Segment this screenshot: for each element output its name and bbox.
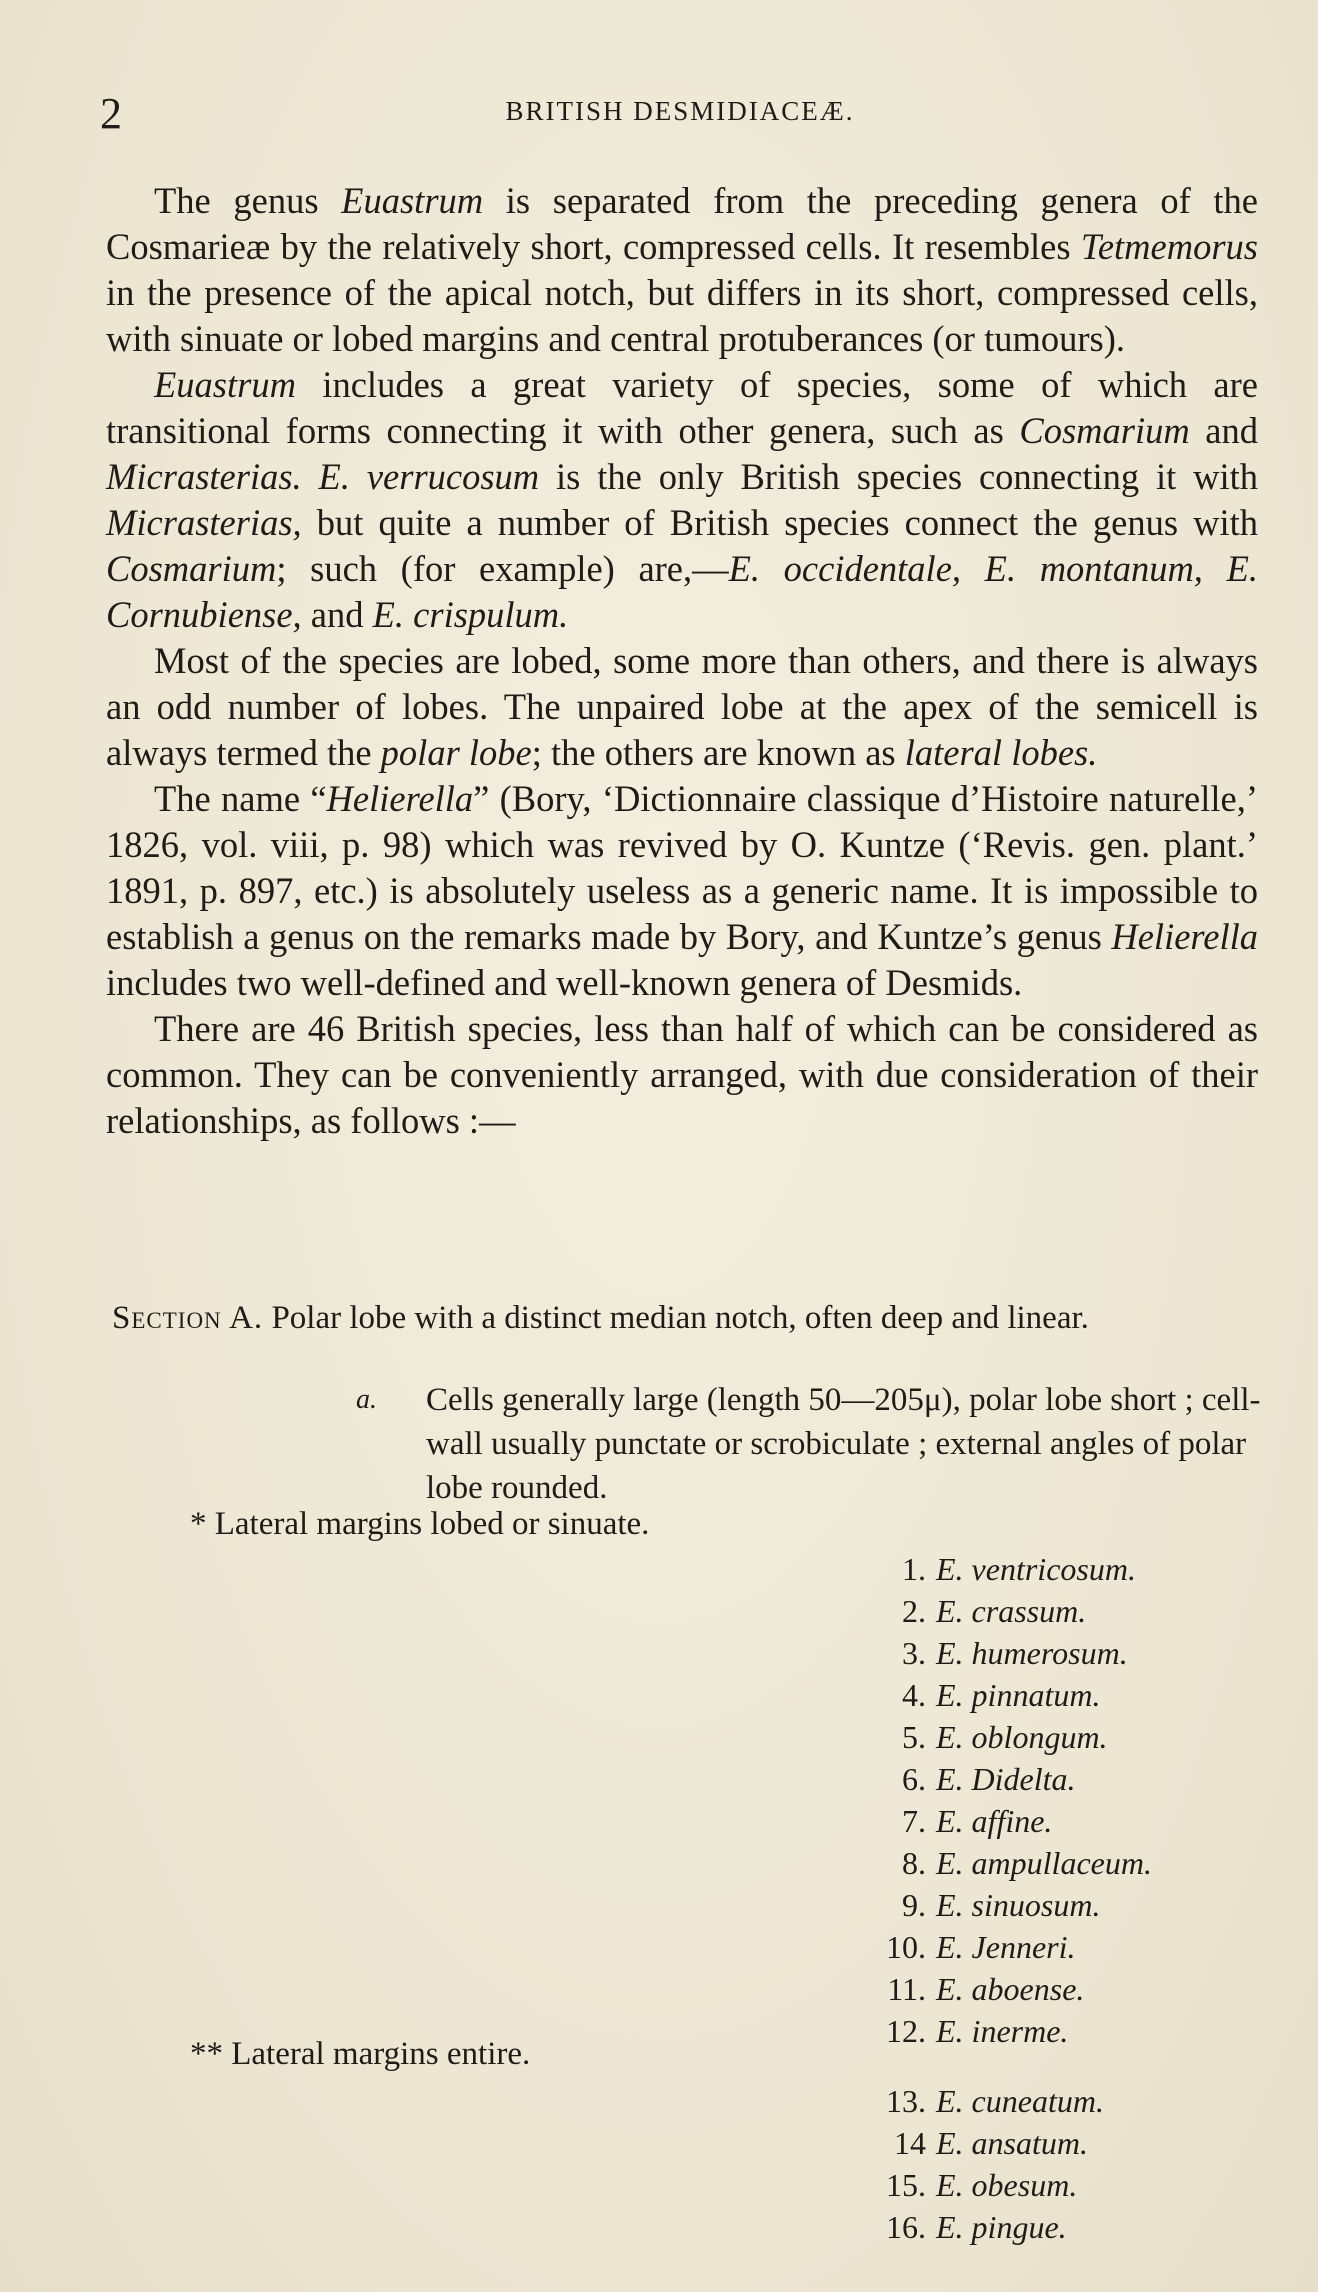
section-label: Section A. — [112, 1300, 264, 1336]
species-item — [850, 2122, 1270, 2164]
species-item — [850, 2206, 1270, 2248]
page-header — [100, 88, 1260, 138]
species-number: 16. — [886, 2209, 926, 2245]
subsection-text: Cells generally large (length 50—205μ), polar lobe short ; cell-wall usually punctate or scrobiculate ; external angles of polar lobe rounded. — [426, 1382, 1261, 1506]
species-list-lobed — [850, 1548, 1270, 2052]
italic-text: Helierella — [1111, 916, 1258, 957]
paragraph — [106, 178, 1258, 362]
section-text: Polar lobe with a distinct median notch, often deep and linear. — [271, 1300, 1089, 1336]
species-item — [850, 2164, 1270, 2206]
species-name: E. oblongum. — [936, 1719, 1108, 1755]
group-heading-entire: ** Lateral margins entire. — [190, 2036, 531, 2072]
species-name: E. obesum. — [936, 2167, 1078, 2203]
italic-text: Micrasterias. — [106, 456, 302, 497]
italic-text: Cosmarium — [1019, 410, 1190, 451]
paragraph — [106, 1006, 1258, 1144]
species-number: 12. — [886, 2013, 926, 2049]
species-number: 9. — [902, 1887, 926, 1923]
body-text — [106, 178, 1258, 1144]
italic-text: polar lobe — [380, 732, 532, 773]
italic-text: Euastrum — [341, 180, 484, 221]
species-item — [850, 1842, 1270, 1884]
species-item — [850, 1884, 1270, 1926]
italic-text: Euastrum — [154, 364, 296, 405]
species-item — [850, 1632, 1270, 1674]
italic-text: E. crispulum. — [372, 594, 569, 635]
subsection-marker: a. — [356, 1384, 377, 1415]
text-run: but quite a number of British species connect the genus with — [301, 502, 1258, 543]
species-number: 15. — [886, 2167, 926, 2203]
species-number: 10. — [886, 1929, 926, 1965]
species-item — [850, 1800, 1270, 1842]
species-name: E. inerme. — [936, 2013, 1069, 2049]
species-number: 8. — [902, 1845, 926, 1881]
text-run: The name “ — [154, 778, 327, 819]
species-item — [850, 1674, 1270, 1716]
species-number: 2. — [902, 1593, 926, 1629]
italic-text: Micrasterias, — [106, 502, 302, 543]
species-item — [850, 2010, 1270, 2052]
species-name: E. Didelta. — [936, 1761, 1076, 1797]
species-list-entire — [850, 2080, 1270, 2248]
subsection-a — [356, 1378, 1276, 1510]
species-item — [850, 1926, 1270, 1968]
species-number: 7. — [902, 1803, 926, 1839]
text-run: is separated from the preceding genera of the Cosmarieæ by the relatively short, compressed cells. It resembles — [106, 180, 1259, 267]
text-run: includes a great variety of species, some of which are transitional forms connecting it with other genera, such as — [106, 364, 1258, 451]
species-name: E. ventricosum. — [936, 1551, 1136, 1587]
paragraph — [106, 638, 1258, 776]
italic-text: E. verrucosum — [318, 456, 540, 497]
italic-text: lateral lobes. — [904, 732, 1098, 773]
italic-text: Tetmemorus — [1080, 226, 1258, 267]
text-run: There are 46 British species, less than half of which can be considered as common. They can be conveniently arranged, with due consideration of their relationships, as follows :— — [106, 1008, 1258, 1141]
text-run: is the only British species connecting it with — [539, 456, 1259, 497]
species-item — [850, 1548, 1270, 1590]
species-name: E. humerosum. — [936, 1635, 1128, 1671]
species-number: 14 — [894, 2125, 926, 2161]
italic-text: Helierella — [326, 778, 474, 819]
species-name: E. pingue. — [936, 2209, 1067, 2245]
text-run: includes two well-defined and well-known genera of Desmids. — [106, 962, 1023, 1003]
species-item — [850, 1758, 1270, 1800]
text-run: Most of the species are lobed, some more than others, and there is always an odd number of lobes. The unpaired lobe at the apex of the semicell is always termed the — [106, 640, 1258, 773]
running-title: BRITISH DESMIDIACEÆ. — [505, 96, 855, 126]
species-number: 3. — [902, 1635, 926, 1671]
species-item — [850, 1590, 1270, 1632]
species-name: E. ampullaceum. — [936, 1845, 1152, 1881]
text-run: and — [301, 594, 373, 635]
paragraph — [106, 362, 1258, 638]
species-name: E. Jenneri. — [936, 1929, 1076, 1965]
species-number: 6. — [902, 1761, 926, 1797]
species-number: 4. — [902, 1677, 926, 1713]
species-number: 5. — [902, 1719, 926, 1755]
text-run: The genus — [154, 180, 342, 221]
text-run: in the presence of the apical notch, but differs in its short, compressed cells, with sinuate or lobed margins and central protuberances (or tumours). — [106, 272, 1258, 359]
species-name: E. ansatum. — [936, 2125, 1088, 2161]
section-a — [112, 1296, 1272, 1340]
species-name: E. affine. — [936, 1803, 1053, 1839]
species-number: 1. — [902, 1551, 926, 1587]
group-heading-lobed: * Lateral margins lobed or sinuate. — [190, 1506, 650, 1542]
species-name: E. aboense. — [936, 1971, 1085, 2007]
text-run — [302, 456, 319, 497]
text-run: ; such (for example) are,— — [276, 548, 729, 589]
text-run: ; the others are known as — [531, 732, 905, 773]
species-name: E. cuneatum. — [936, 2083, 1104, 2119]
text-run: ” (Bory, ‘Dictionnaire classique d’Histoire naturelle,’ 1826, vol. viii, p. 98) which was revived by O. Kuntze (‘Revis. gen. plant.’ 1891, p. 897, etc.) is absolutely useless as a generic name. It is impossible to establish a genus on the remarks made by Bory, and Kuntze’s genus — [106, 778, 1258, 957]
paragraph — [106, 776, 1258, 1006]
species-name: E. sinuosum. — [936, 1887, 1101, 1923]
species-item — [850, 2080, 1270, 2122]
species-name: E. crassum. — [936, 1593, 1087, 1629]
species-number: 13. — [886, 2083, 926, 2119]
page-number: 2 — [100, 89, 122, 138]
italic-text: Cosmarium — [106, 548, 277, 589]
species-item — [850, 1968, 1270, 2010]
species-number: 11. — [887, 1971, 926, 2007]
species-item — [850, 1716, 1270, 1758]
italic-text: E. occidentale, E. montanum, E. Cornubiense, — [106, 548, 1258, 635]
species-name: E. pinnatum. — [936, 1677, 1101, 1713]
text-run: and — [1189, 410, 1258, 451]
